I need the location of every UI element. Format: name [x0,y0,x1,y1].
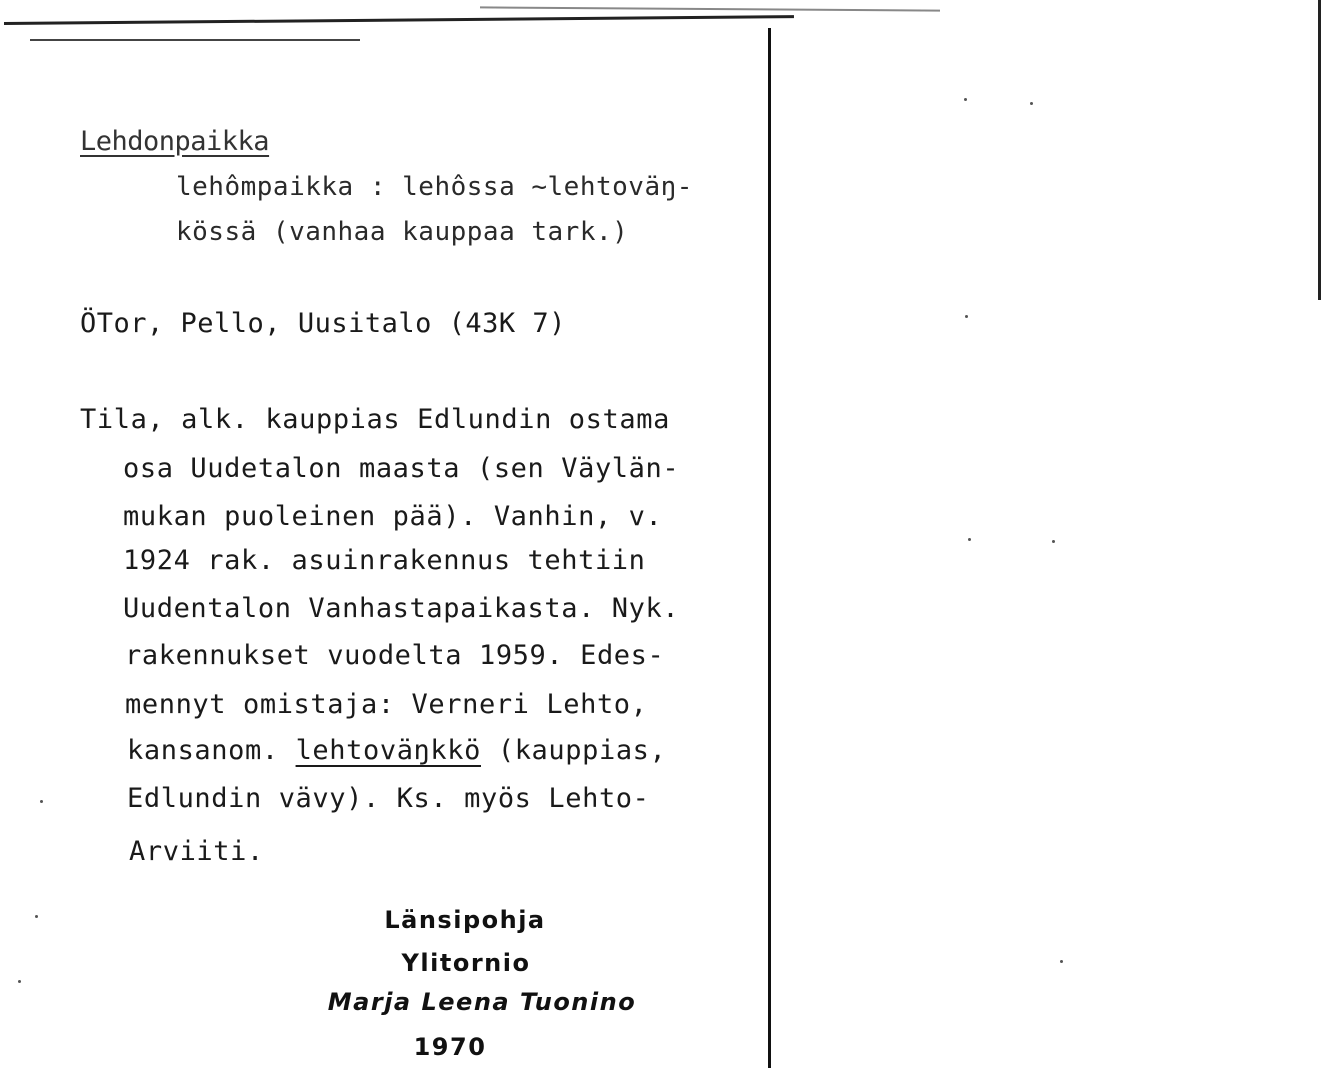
stamp-year: 1970 [413,1033,487,1061]
description-line: Uudentalon Vanhastapaikasta. Nyk. [123,593,680,624]
scan-speck [1030,102,1033,105]
stamp-collector: Marja Leena Tuonino [327,988,637,1016]
variant-line-2: kössä (vanhaa kauppaa tark.) [176,217,629,247]
dialect-term: lehtoväŋkkö [295,735,481,766]
description-line: rakennukset vuodelta 1959. Edes- [125,640,665,671]
description-text: kansanom. [127,735,296,766]
description-text: (kauppias, [480,735,667,766]
description-line: osa Uudetalon maasta (sen Väylän- [123,453,680,484]
scan-edge-faint [480,6,940,11]
scan-speck [1052,540,1055,543]
variant-line-1: lehômpaikka : lehôssa ~lehtoväŋ- [176,172,693,202]
description-line: Edlundin vävy). Ks. myös Lehto- [127,783,650,814]
description-line: Arviiti. [129,836,264,867]
stamp-region: Länsipohja [384,906,546,934]
source-reference: ÖTor, Pello, Uusitalo (43K 7) [80,308,566,339]
scan-speck [18,980,21,983]
stamp-parish: Ylitornio [401,949,531,977]
scan-speck [968,538,971,541]
scan-right-edge [1318,0,1321,300]
card-top-edge [4,15,794,25]
headword: Lehdonpaikka [80,126,270,157]
scan-speck [35,915,38,918]
description-line: mukan puoleinen pää). Vanhin, v. [123,501,663,532]
scan-speck [964,98,967,101]
description-line [127,735,666,766]
description-line: 1924 rak. asuinrakennus tehtiin [123,545,646,576]
description-line: mennyt omistaja: Verneri Lehto, [125,689,648,720]
card-top-edge-shadow [30,39,360,41]
card-right-edge [768,28,771,1068]
scan-speck [1060,960,1063,963]
scan-speck [40,800,43,803]
scan-speck [965,315,968,318]
description-line: Tila, alk. kauppias Edlundin ostama [80,404,670,435]
